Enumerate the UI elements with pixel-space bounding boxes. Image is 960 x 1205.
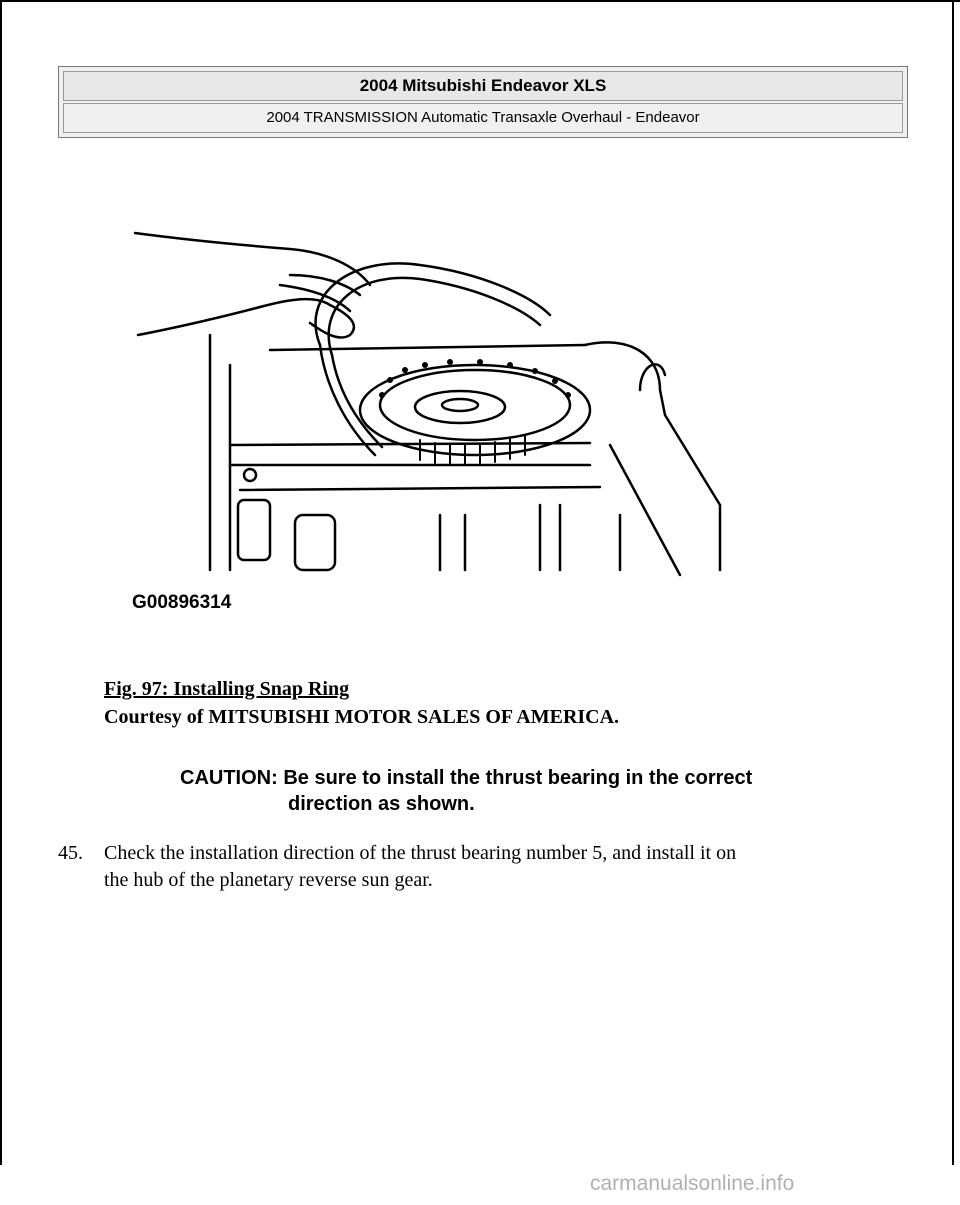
figure-code: G00896314	[132, 592, 232, 613]
header-subtitle: 2004 TRANSMISSION Automatic Transaxle Overhaul - Endeavor	[63, 103, 903, 133]
caution-notice	[180, 765, 920, 817]
step-text-line1: Check the installation direction of the thrust bearing number 5, and install it on	[104, 842, 737, 864]
page-border-top	[0, 0, 960, 2]
page-border-left	[0, 0, 2, 1165]
figure-courtesy: Courtesy of MITSUBISHI MOTOR SALES OF AMERICA.	[104, 706, 620, 728]
figure-caption[interactable]: Fig. 97: Installing Snap Ring	[104, 678, 350, 700]
caution-text-line2: direction as shown.	[288, 793, 475, 815]
step-text	[104, 840, 904, 894]
header-title: 2004 Mitsubishi Endeavor XLS	[63, 71, 903, 101]
step-number: 45.	[58, 842, 83, 864]
caution-text-line1: Be sure to install the thrust bearing in the correct	[283, 767, 753, 789]
page-border-right	[952, 0, 954, 1165]
step-text-line2: the hub of the planetary reverse sun gear.	[104, 869, 433, 891]
document-header	[58, 66, 908, 138]
figure-illustration	[120, 215, 750, 625]
snap-ring-installation-drawing	[120, 215, 750, 625]
caution-label: CAUTION:	[180, 767, 278, 789]
watermark: carmanualsonline.info	[590, 1172, 795, 1195]
